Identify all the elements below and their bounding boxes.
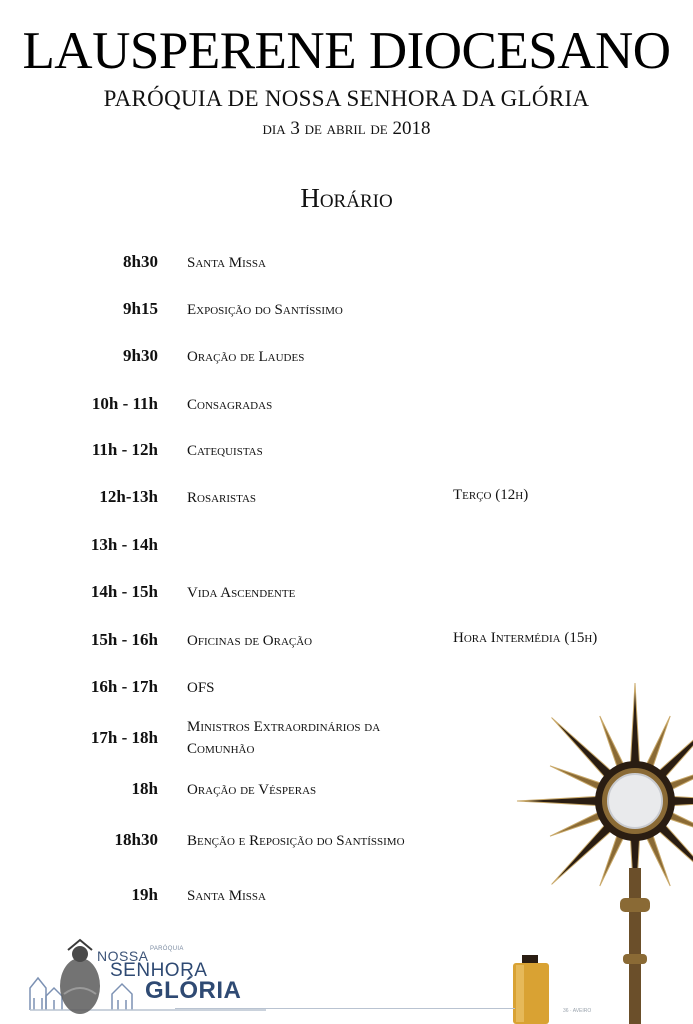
schedule-row <box>0 535 693 575</box>
schedule-time: 12h-13h <box>99 487 158 506</box>
schedule-time: 9h15 <box>123 299 158 318</box>
event-date: dia 3 de abril de 2018 <box>262 118 431 139</box>
schedule-activity: Oração de Laudes <box>187 349 305 365</box>
schedule-activity: Oração de Vésperas <box>187 782 317 798</box>
monstrance-ray <box>645 833 670 886</box>
monstrance-ray <box>550 811 603 836</box>
schedule-activity: Vida Ascendente <box>187 585 296 601</box>
schedule-row <box>0 346 693 386</box>
monstrance-stem <box>629 868 641 1024</box>
schedule-note: Terço (12h) <box>453 487 529 503</box>
schedule-activity: Exposição do Santíssimo <box>187 302 343 318</box>
monstrance-ray <box>630 683 639 765</box>
schedule-activity: OFS <box>187 680 215 696</box>
schedule-note: Hora Intermédia (15h) <box>453 630 598 646</box>
logo-small-text: PARÓQUIA <box>150 946 184 952</box>
schedule-time: 10h - 11h <box>91 394 158 413</box>
monstrance-knot-lower <box>623 954 647 964</box>
schedule-row <box>0 487 693 527</box>
footer-divider <box>175 1008 515 1009</box>
monstrance-ray <box>600 833 625 886</box>
schedule-time: 15h - 16h <box>90 630 158 649</box>
schedule-time: 18h <box>131 779 158 798</box>
schedule-time: 16h - 17h <box>90 677 158 696</box>
monstrance-ray <box>645 716 670 769</box>
schedule-activity: Consagradas <box>187 397 273 413</box>
schedule-row <box>0 440 693 480</box>
monstrance-ray <box>600 716 625 769</box>
schedule-row <box>0 252 693 292</box>
logo-line-nossa: NOSSA <box>97 948 149 964</box>
candle-highlight <box>516 965 524 1022</box>
schedule-row <box>0 630 693 670</box>
candle-image <box>510 955 552 1024</box>
schedule-activity: Santa Missa <box>187 888 266 904</box>
schedule-heading: Horário <box>300 183 393 213</box>
footer-tag: 36 · AVEIRO <box>563 1008 592 1014</box>
monstrance-ray <box>517 796 599 805</box>
schedule-activity: Oficinas de Oração <box>187 633 313 649</box>
page-title: LAUSPERENE DIOCESANO <box>22 22 671 80</box>
schedule-activity: Benção e Reposição do Santíssimo <box>187 833 405 849</box>
logo-line-senhora: SENHORA <box>110 960 208 981</box>
schedule-time: 17h - 18h <box>90 728 158 747</box>
monstrance-host <box>608 774 662 828</box>
schedule-time: 11h - 12h <box>91 440 158 459</box>
schedule-time: 18h30 <box>114 830 158 849</box>
parish-name: PARÓQUIA DE NOSSA SENHORA DA GLÓRIA <box>103 86 590 111</box>
schedule-activity: Rosaristas <box>187 490 257 506</box>
monstrance-knot <box>620 898 650 912</box>
schedule-activity: Catequistas <box>187 443 263 459</box>
schedule-row <box>0 582 693 622</box>
monstrance-ray <box>550 766 603 791</box>
logo-line-gloria: GLÓRIA <box>145 977 242 1004</box>
monstrance-ray <box>657 823 693 884</box>
schedule-row <box>0 299 693 339</box>
schedule-row <box>0 394 693 434</box>
schedule-time: 14h - 15h <box>90 582 158 601</box>
schedule-activity: Ministros Extraordinários da Comunhão <box>187 719 381 757</box>
schedule-time: 13h - 14h <box>90 535 158 554</box>
schedule-time: 8h30 <box>123 252 158 271</box>
schedule-time: 19h <box>131 885 158 904</box>
virgin-mary-figure-icon <box>60 940 100 1014</box>
monstrance-ray <box>657 718 693 779</box>
schedule-activity: Santa Missa <box>187 255 266 271</box>
schedule-time: 9h30 <box>123 346 158 365</box>
